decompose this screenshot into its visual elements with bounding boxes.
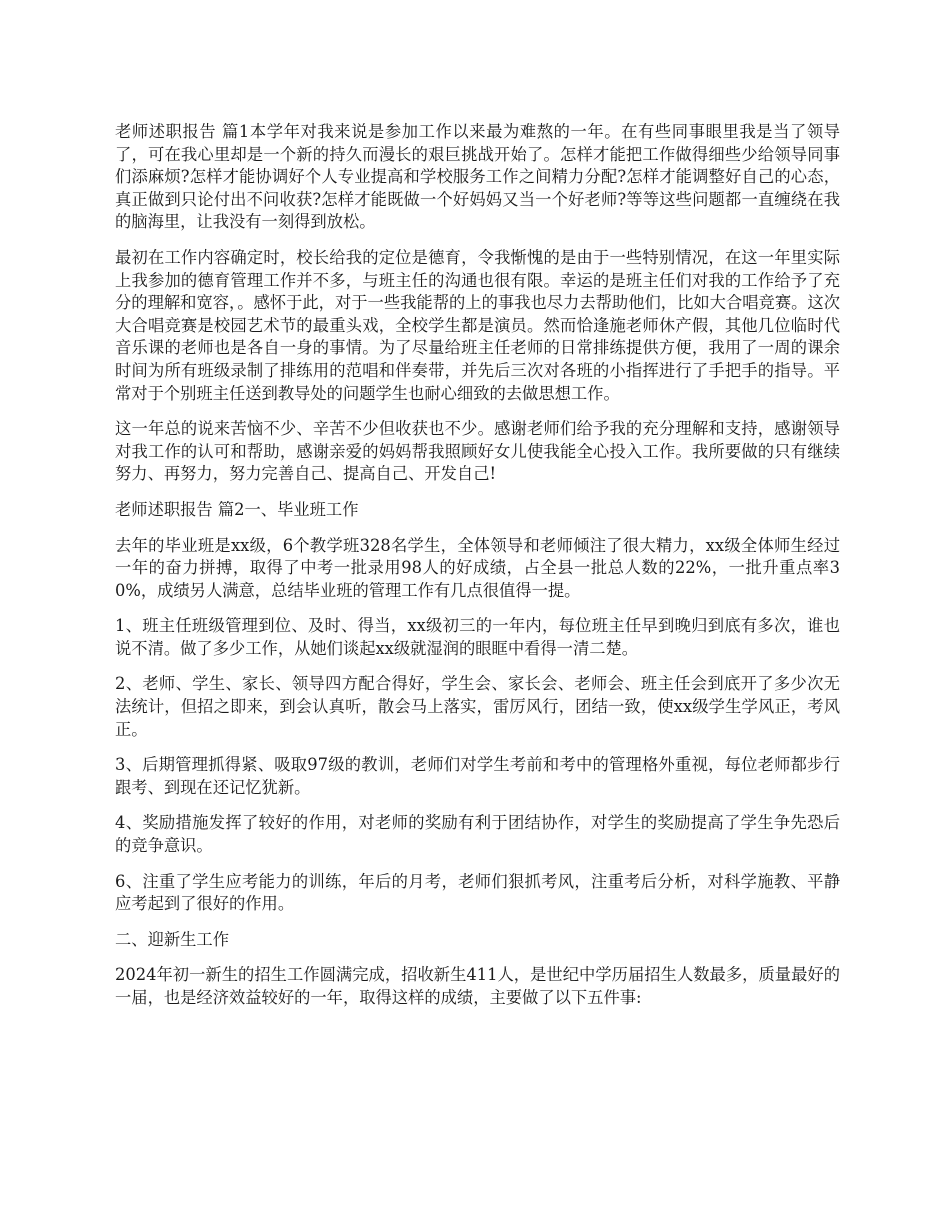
paragraph-point-4: 4、奖励措施发挥了较好的作用，对老师的奖励有利于团结协作，对学生的奖励提高了学生争先恐后的竞争意识。 xyxy=(115,813,840,856)
paragraph-graduating-class: 去年的毕业班是xx级，6个教学班328名学生，全体领导和老师倾注了很大精力，xx级全体师生经过一年的奋力拼搏，取得了中考一批录用98人的好成绩，占全县一批总人数的22%，一批升重点率30%，成绩另人满意，总结毕业班的管理工作有几点很值得一提。 xyxy=(115,535,840,600)
paragraph-year-summary: 这一年总的说来苦恼不少、辛苦不少但收获也不少。感谢老师们给予我的充分理解和支持，感谢领导对我工作的认可和帮助，感谢亲爱的妈妈帮我照顾好女儿使我能全心投入工作。我所要做的只有继续努力、再努力，努力完善自己、提高自己、开发自己! xyxy=(115,419,840,484)
paragraph-moral-education: 最初在工作内容确定时，校长给我的定位是德育，令我惭愧的是由于一些特别情况，在这一年里实际上我参加的德育管理工作并不多，与班主任的沟通也很有限。幸运的是班主任们对我的工作给予了充分的理解和宽容，。感怀于此，对于一些我能帮的上的事我也尽力去帮助他们，比如大合唱竞赛。这次大合唱竞赛是校园艺术节的最重头戏，全校学生都是演员。然而恰逢施老师休产假，其他几位临时代音乐课的老师也是各自一身的事情。为了尽量给班主任老师的日常排练提供方便，我用了一周的课余时间为所有班级录制了排练用的范唱和伴奏带，并先后三次对各班的小指挥进行了手把手的指导。平常对于个别班主任送到教导处的问题学生也耐心细致的去做思想工作。 xyxy=(115,247,840,403)
paragraph-report-2-heading: 老师述职报告 篇2一、毕业班工作 xyxy=(115,499,359,519)
paragraph-new-students: 2024年初一新生的招生工作圆满完成，招收新生411人，是世纪中学历届招生人数最多，质量最好的一届，也是经济效益较好的一年，取得这样的成绩，主要做了以下五件事: xyxy=(115,965,840,1007)
paragraph-point-3: 3、后期管理抓得紧、吸取97级的教训，老师们对学生考前和考中的管理格外重视，每位老师都步行跟考、到现在还记忆犹新。 xyxy=(115,755,840,797)
paragraph-report-1-intro: 老师述职报告 篇1本学年对我来说是参加工作以来最为难熬的一年。在有些同事眼里我是当了领导了，可在我心里却是一个新的持久而漫长的艰巨挑战开始了。怎样才能把工作做得细些少给领导同事们添麻烦?怎样才能协调好个人专业提高和学校服务工作之间精力分配?怎样才能调整好自己的心态，真正做到只论付出不问收获?怎样才能既做一个好妈妈又当一个好老师?等等这些问题都一直缠绕在我的脑海里，让我没有一刻得到放松。 xyxy=(115,122,840,232)
paragraph-point-6: 6、注重了学生应考能力的训练，年后的月考，老师们狠抓考风，注重考后分析，对科学施教、平静应考起到了很好的作用。 xyxy=(115,871,840,914)
document-body xyxy=(115,121,840,1023)
paragraph-point-1: 1、班主任班级管理到位、及时、得当，xx级初三的一年内，每位班主任早到晚归到底有多次，谁也说不清。做了多少工作，从她们谈起xx级就湿润的眼眶中看得一清二楚。 xyxy=(115,616,840,658)
paragraph-section-2-heading: 二、迎新生工作 xyxy=(115,929,229,949)
paragraph-point-2: 2、老师、学生、家长、领导四方配合得好，学生会、家长会、老师会、班主任会到底开了多少次无法统计，但招之即来，到会认真听，散会马上落实，雷厉风行，团结一致，使xx级学生学风正，考风正。 xyxy=(115,674,840,739)
